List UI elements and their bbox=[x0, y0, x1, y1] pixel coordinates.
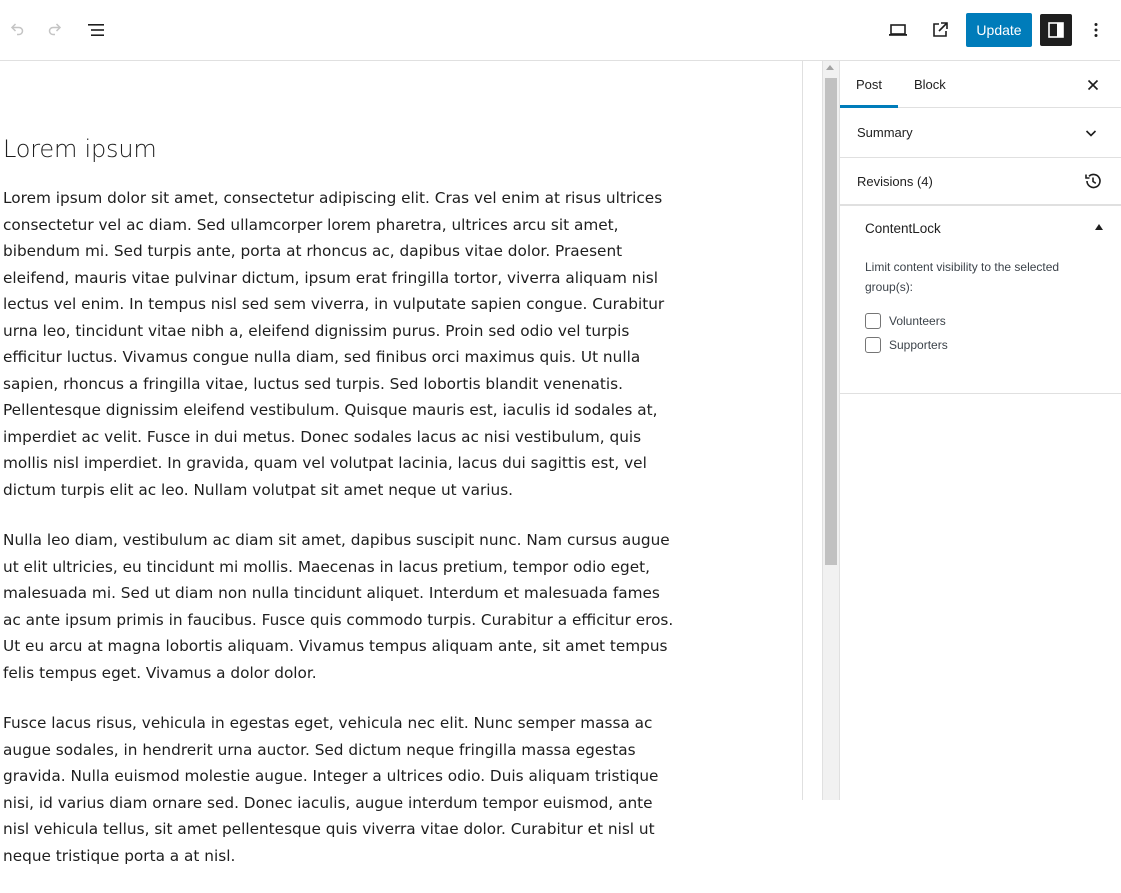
paragraph-block[interactable]: Fusce lacus risus, vehicula in egestas eget, vehicula nec elit. Nunc semper massa ac augue sodales, in hendrerit urna auctor. Sed dictum neque fringilla massa egestas gravida. Nulla euismod molestie augue. Integer a ultrices odio. Duis aliquam tristique nisi, id varius diam ornare sed. Donec iaculis, augue interdum tempor euismod, ante nisl vehicula tellus, sit amet pellentesque quis viverra vitae dolor. Curabitur et nisl ut neque tristique porta a at nisl. bbox=[3, 714, 659, 865]
contentlock-panel bbox=[840, 206, 1121, 394]
sidebar-toggle-icon[interactable] bbox=[1040, 14, 1072, 46]
summary-label: Summary bbox=[857, 125, 913, 140]
laptop-icon[interactable] bbox=[882, 14, 914, 46]
summary-panel[interactable] bbox=[840, 108, 1121, 158]
contentlock-title[interactable]: ContentLock bbox=[865, 221, 941, 236]
group-option-supporters bbox=[865, 337, 948, 353]
sidebar-tabs bbox=[840, 61, 1121, 108]
post-content bbox=[3, 185, 678, 893]
tab-block[interactable]: Block bbox=[914, 77, 946, 92]
supporters-checkbox[interactable] bbox=[865, 337, 881, 353]
settings-sidebar bbox=[839, 61, 1120, 800]
canvas-gutter bbox=[802, 61, 822, 800]
canvas-scrollbar[interactable] bbox=[822, 61, 839, 800]
redo-icon[interactable] bbox=[40, 14, 72, 46]
group-option-volunteers bbox=[865, 313, 946, 329]
revisions-link[interactable] bbox=[840, 158, 1121, 206]
scroll-thumb[interactable] bbox=[825, 78, 837, 565]
paragraph-block[interactable]: Nulla leo diam, vestibulum ac diam sit amet, dapibus suscipit nunc. Nam cursus augue ut elit ultricies, eu tincidunt mi mollis. Maecenas in lacus pretium, tempor odio eget, malesuada mi. Sed ut diam non nulla tincidunt aliquet. Interdum et malesuada fames ac ante ipsum primis in faucibus. Fusce quis commodo turpis. Curabitur a efficitur eros. Ut eu arcu at magna lobortis aliquam. Vivamus tempus aliquam ante, sit amet tempus felis tempus eget. Vivamus a dolor dolor. bbox=[3, 531, 674, 682]
chevron-down-icon[interactable] bbox=[1083, 125, 1099, 146]
undo-icon[interactable] bbox=[0, 14, 32, 46]
close-icon[interactable] bbox=[1081, 73, 1105, 97]
supporters-label[interactable]: Supporters bbox=[889, 338, 948, 352]
volunteers-label[interactable]: Volunteers bbox=[889, 314, 946, 328]
kebab-menu-icon[interactable] bbox=[1080, 14, 1112, 46]
volunteers-checkbox[interactable] bbox=[865, 313, 881, 329]
caret-up-icon[interactable] bbox=[1095, 224, 1103, 230]
tab-post[interactable]: Post bbox=[856, 77, 883, 92]
list-view-icon[interactable] bbox=[80, 14, 112, 46]
paragraph-block[interactable]: Lorem ipsum dolor sit amet, consectetur adipiscing elit. Cras vel enim at risus ultrices consectetur vel ac diam. Sed ullamcorper lorem pharetra, ultrices arcu sit amet, bibendum mi. Sed turpis ante, porta at rhoncus ac, dapibus vitae dolor. Praesent eleifend, mauris vitae pulvinar dictum, ipsum erat fringilla tortor, viverra aliquam nisl lectus vel enim. In tempus nisl sed sem viverra, in vulputate sapien congue. Curabitur urna leo, tincidunt vitae nibh a, eleifend dignissim purus. Proin sed odio vel turpis efficitur luctus. Vivamus congue nulla diam, sed finibus orci maximus quis. Ut nulla sapien, rhoncus a fringilla vitae, luctus sed turpis. Sed lobortis blandit venenatis. Pellentesque dignissim eleifend vestibulum. Quisque mauris est, iaculis id sodales at, imperdiet ac velit. Fusce in dui metus. Donec sodales lacus ac nisi vestibulum, quis mollis nisl imperdiet. In gravida, quam vel volutpat lacinia, lacus dui sagittis est, vel dictum turpis elit ac leo. Nullam volutpat sit amet neque ut varius. bbox=[3, 189, 665, 499]
scroll-up-arrow-icon[interactable] bbox=[826, 65, 834, 70]
revisions-label: Revisions (4) bbox=[857, 174, 933, 189]
history-icon bbox=[1082, 170, 1104, 197]
editor-canvas bbox=[0, 61, 802, 865]
post-title[interactable]: Lorem ipsum bbox=[3, 135, 157, 163]
update-button[interactable]: Update bbox=[966, 13, 1032, 47]
external-link-icon[interactable] bbox=[924, 14, 956, 46]
contentlock-help-text: Limit content visibility to the selected group(s): bbox=[865, 260, 1060, 294]
editor-toolbar bbox=[0, 0, 1120, 61]
